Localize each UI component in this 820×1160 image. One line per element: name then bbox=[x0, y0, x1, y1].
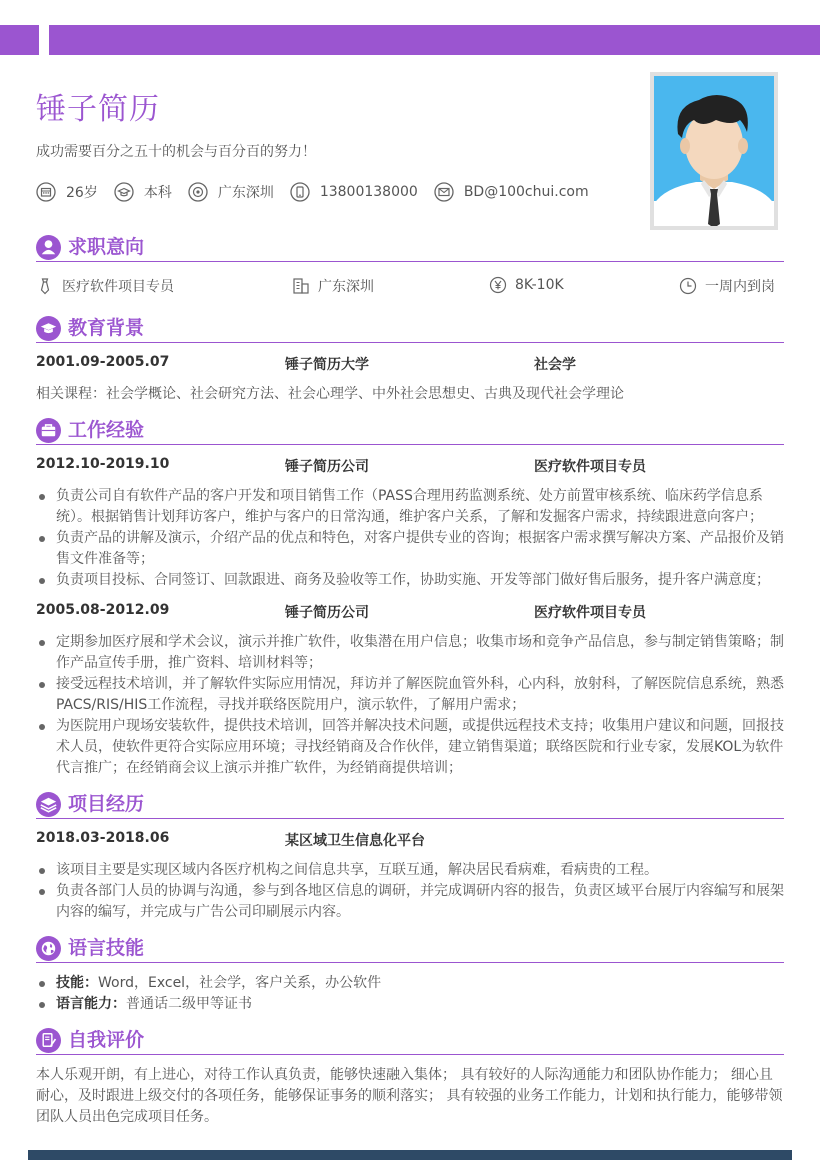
work-role: 医疗软件项目专员 bbox=[534, 605, 646, 621]
skill-label: 技能： bbox=[56, 975, 98, 991]
info-location-text: 广东深圳 bbox=[217, 185, 274, 201]
section-title-self: 自我评价 bbox=[68, 1029, 145, 1051]
intent-salary bbox=[489, 276, 564, 294]
phone-icon bbox=[290, 182, 310, 202]
info-email-text: BD@100chui.com bbox=[463, 184, 589, 200]
list-item: 负责各部门人员的协调与沟通，参与到各地区信息的调研，并完成调研内容的报告，负责区域平台展厅内容编写和展架内容的编写，并完成与广告公司印刷展示内容。 bbox=[36, 881, 786, 923]
skills-list bbox=[36, 973, 786, 1015]
yen-icon bbox=[489, 276, 507, 294]
intent-availability-text: 一周内到岗 bbox=[705, 279, 775, 295]
pencil-icon bbox=[36, 1028, 61, 1053]
graduation-cap-icon bbox=[114, 182, 134, 202]
location-pin-icon bbox=[188, 182, 208, 202]
list-item: 负责公司自有软件产品的客户开发和项目销售工作（PASS合理用药监测系统、处方前置审核系统、临床药学信息系统）。根据销售计划拜访客户，维护与客户的日常沟通，维护客户关系，了解和发掘客户需求，持续跟进意向客户； bbox=[36, 486, 786, 528]
section-header-self bbox=[36, 1027, 784, 1055]
skill-text: Word，Excel，社会学，客户关系，办公软件 bbox=[98, 975, 382, 991]
work-role: 医疗软件项目专员 bbox=[534, 459, 646, 475]
intent-position-text: 医疗软件项目专员 bbox=[62, 279, 174, 295]
section-title-work: 工作经验 bbox=[68, 419, 145, 441]
list-item: 负责产品的讲解及演示，介绍产品的优点和特色，对客户提供专业的咨询；根据客户需求撰写解决方案、产品报价及销售文件准备等； bbox=[36, 528, 786, 570]
graduation-cap-icon bbox=[36, 316, 61, 341]
work-date: 2012.10-2019.10 bbox=[36, 456, 170, 472]
intent-salary-text: 8K-10K bbox=[515, 277, 564, 293]
calendar-icon bbox=[36, 182, 56, 202]
work-duties-list bbox=[36, 486, 786, 591]
education-date: 2001.09-2005.07 bbox=[36, 354, 170, 370]
avatar bbox=[654, 76, 774, 226]
project-name: 某区域卫生信息化平台 bbox=[285, 833, 425, 849]
section-header-education bbox=[36, 315, 784, 343]
skill-label: 语言能力： bbox=[56, 996, 126, 1012]
section-title-skills: 语言技能 bbox=[68, 937, 145, 959]
education-major: 社会学 bbox=[534, 357, 576, 373]
info-age-text: 26岁 bbox=[66, 185, 98, 201]
section-header-work bbox=[36, 417, 784, 445]
globe-icon bbox=[36, 936, 61, 961]
list-item: 接受远程技术培训，并了解软件实际应用情况，拜访并了解医院血管外科，心内科，放射科，了解医院信息系统，熟悉PACS/RIS/HIS工作流程，寻找并联络医院用户，演示软件，了解用户需求； bbox=[36, 674, 786, 716]
project-entry-header bbox=[36, 830, 784, 850]
personal-info-row bbox=[36, 180, 605, 204]
list-item: 负责项目投标、合同签订、回款跟进、商务及验收等工作，协助实施、开发等部门做好售后服务，提升客户满意度； bbox=[36, 570, 786, 591]
education-entry-header bbox=[36, 354, 784, 374]
section-title-intent: 求职意向 bbox=[68, 236, 145, 258]
work-date: 2005.08-2012.09 bbox=[36, 602, 170, 618]
education-school: 锤子简历大学 bbox=[285, 357, 369, 373]
skill-text: 普通话二级甲等证书 bbox=[126, 996, 252, 1012]
top-accent-bar-right bbox=[49, 25, 820, 55]
education-courses: 相关课程：社会学概论、社会研究方法、社会心理学、中外社会思想史、古典及现代社会学理论 bbox=[36, 386, 624, 402]
section-title-education: 教育背景 bbox=[68, 317, 145, 339]
self-evaluation-text: 本人乐观开朗，有上进心，对待工作认真负责，能够快速融入集体； 具有较好的人际沟通能力和团队协作能力； 细心且耐心，及时跟进上级交付的各项任务，能够保证事务的顺利落实； 具有较强的业务工作能力，计划和执行能力，能够带领团队人员出色完成项目任务。 bbox=[36, 1067, 783, 1125]
info-location bbox=[188, 182, 274, 202]
top-accent-bar-left bbox=[0, 25, 39, 55]
resume-motto: 成功需要百分之五十的机会与百分百的努力！ bbox=[36, 144, 316, 160]
section-header-skills bbox=[36, 935, 784, 963]
info-phone bbox=[290, 182, 418, 202]
work-entry-header bbox=[36, 456, 784, 476]
section-header-project bbox=[36, 791, 784, 819]
clock-icon bbox=[679, 277, 697, 295]
info-email bbox=[434, 182, 589, 202]
intent-availability bbox=[679, 276, 775, 296]
work-company: 锤子简历公司 bbox=[285, 605, 369, 621]
work-duties-list bbox=[36, 632, 786, 779]
section-title-project: 项目经历 bbox=[68, 793, 145, 815]
list-item: 该项目主要是实现区域内各医疗机构之间信息共享，互联互通，解决居民看病难，看病贵的工程。 bbox=[36, 860, 786, 881]
info-degree bbox=[114, 182, 172, 202]
work-company: 锤子简历公司 bbox=[285, 459, 369, 475]
info-degree-text: 本科 bbox=[143, 185, 172, 201]
work-entry-header bbox=[36, 602, 784, 622]
info-age bbox=[36, 182, 98, 202]
intent-city-text: 广东深圳 bbox=[318, 279, 374, 295]
bottom-accent-bar bbox=[28, 1150, 792, 1160]
project-date: 2018.03-2018.06 bbox=[36, 830, 170, 846]
resume-name: 锤子简历 bbox=[36, 92, 160, 127]
list-item: 定期参加医疗展和学术会议，演示并推广软件，收集潜在用户信息；收集市场和竞争产品信息，参与制定销售策略；制作产品宣传手册，推广资料、培训材料等； bbox=[36, 632, 786, 674]
job-intent-row bbox=[36, 276, 784, 298]
intent-city bbox=[292, 276, 374, 296]
mail-icon bbox=[434, 182, 454, 202]
info-phone-text: 13800138000 bbox=[319, 184, 418, 200]
person-icon bbox=[36, 235, 61, 260]
list-item bbox=[36, 973, 786, 994]
layers-icon bbox=[36, 792, 61, 817]
profile-photo bbox=[650, 72, 778, 230]
list-item bbox=[36, 994, 786, 1015]
building-icon bbox=[292, 277, 310, 295]
list-item: 为医院用户现场安装软件，提供技术培训，回答并解决技术问题，或提供远程技术支持；收集用户建议和问题，回报技术人员，使软件更符合实际应用环境；寻找经销商及合作伙伴，建立销售渠道；联络医院和行业专家，发展KOL为软件代言推广；在经销商会议上演示并推广软件，为经销商提供培训； bbox=[36, 716, 786, 779]
section-header-intent bbox=[36, 234, 784, 262]
briefcase-icon bbox=[36, 418, 61, 443]
intent-position bbox=[36, 276, 174, 296]
tie-icon bbox=[36, 277, 54, 295]
project-details-list bbox=[36, 860, 786, 923]
